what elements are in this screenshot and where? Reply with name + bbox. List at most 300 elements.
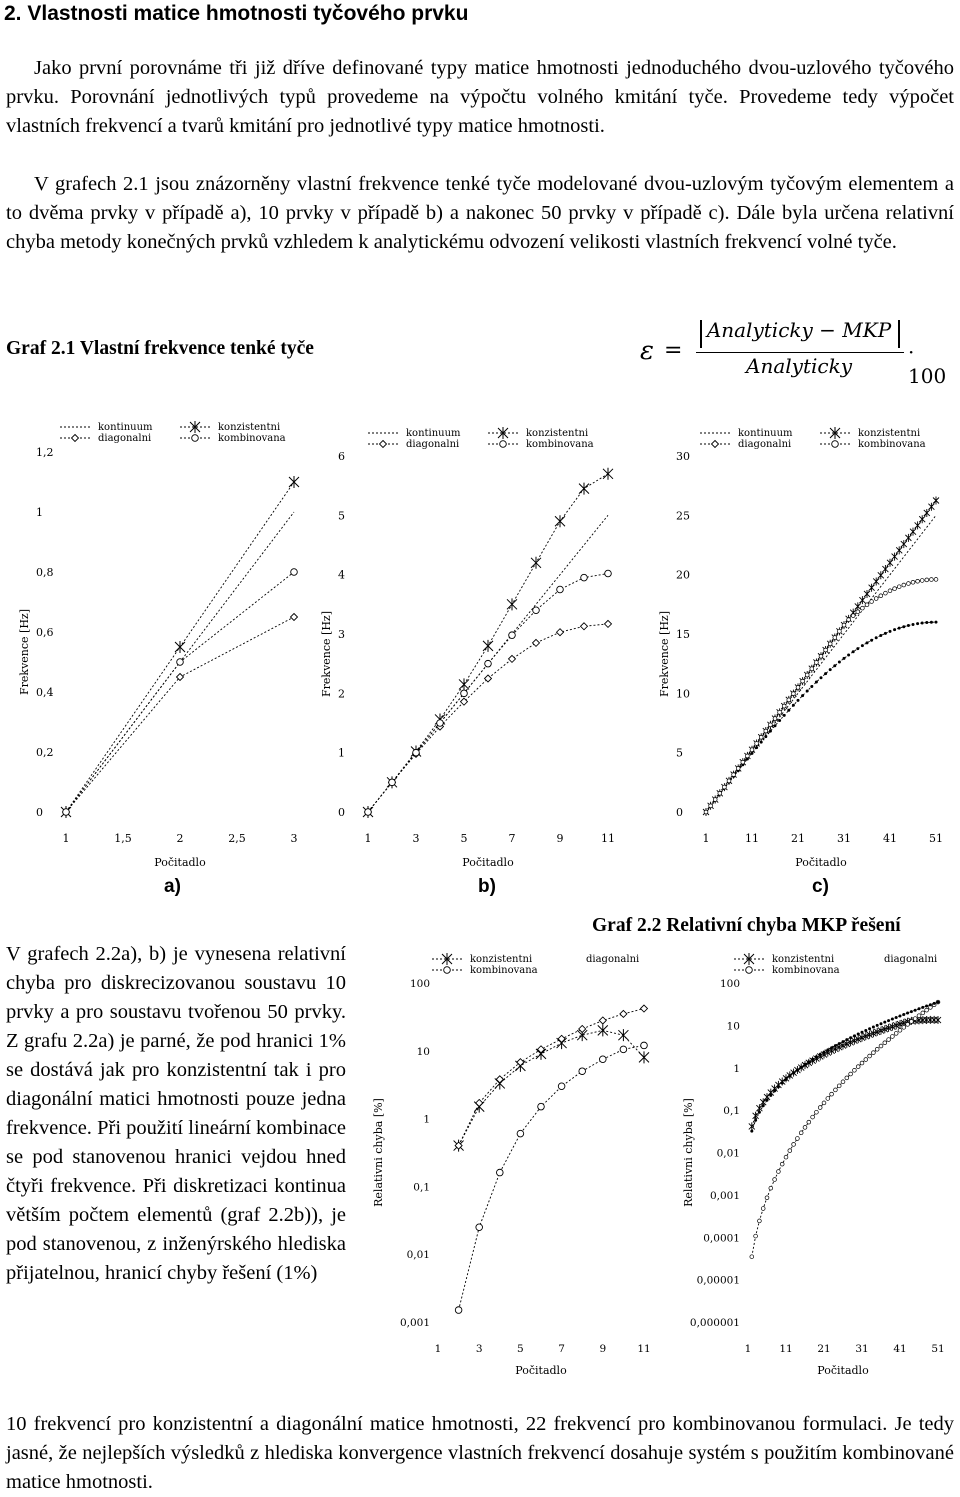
marker-star bbox=[933, 496, 939, 504]
marker-dot bbox=[834, 1044, 837, 1047]
marker-circle bbox=[769, 723, 773, 727]
xtick-label: 5 bbox=[460, 832, 468, 845]
ytick-label: 5 bbox=[338, 509, 345, 523]
marker-dot bbox=[925, 1005, 928, 1008]
marker-dot bbox=[918, 1007, 921, 1010]
marker-circle bbox=[856, 610, 860, 614]
marker-circle bbox=[792, 1143, 796, 1147]
legend-label-kombinovana: kombinovana bbox=[470, 965, 538, 976]
marker-circle bbox=[853, 1068, 857, 1072]
marker-circle bbox=[870, 600, 874, 604]
side-paragraph-text: V grafech 2.2a), b) je vynesena relativní chyba pro diskrecizovanou soustavu 10 prvky a pro soustavu tvořenou 50 prvky. Z grafu 2.2a) je parné, že pod hranici 1% se dostává jak pro konzistentní tak i pro diagonální matici hmotnosti pouze jedna frekvence. Při použití lineární kombinace se pod stanovenou hranici vejdou hned čtyři frekvence. Při diskretizaci kontinua větším počtem elementů (graf 2.2b)), je pod stanovenou, z inženýrského hlediska přijatelnou, hranicí chyby řešení (1%) bbox=[6, 943, 346, 1284]
marker-diamond bbox=[476, 1099, 483, 1106]
marker-dot bbox=[887, 1019, 890, 1022]
marker-circle bbox=[736, 766, 740, 770]
xtick-label: 1 bbox=[702, 832, 710, 845]
marker-star bbox=[442, 953, 452, 965]
xtick-label: 5 bbox=[517, 1343, 524, 1355]
legend-label-diagonalni: diagonalni bbox=[738, 439, 792, 450]
marker-dot bbox=[838, 660, 841, 663]
ytick-label: 0,000001 bbox=[689, 1317, 740, 1329]
marker-diamond bbox=[557, 629, 564, 636]
marker-dot bbox=[766, 1099, 769, 1102]
marker-circle bbox=[746, 967, 753, 974]
legend-label-diagonalni: diagonalni bbox=[406, 439, 460, 450]
marker-circle bbox=[557, 586, 564, 593]
marker-circle bbox=[718, 791, 722, 795]
marker-star bbox=[579, 483, 589, 495]
legend-label-konzistentni: konzistentni bbox=[526, 428, 589, 439]
marker-circle bbox=[605, 570, 612, 577]
marker-dot bbox=[843, 657, 846, 660]
xtick-label: 41 bbox=[893, 1343, 907, 1355]
marker-circle bbox=[796, 685, 800, 689]
marker-dot bbox=[925, 621, 928, 624]
series-diagonalni bbox=[705, 621, 938, 814]
legend-label-konzistentni: konzistentni bbox=[858, 428, 921, 439]
legend-label-kombinovana: kombinovana bbox=[526, 439, 594, 450]
marker-star bbox=[289, 476, 299, 488]
series-line-konzistentni bbox=[752, 1020, 938, 1127]
legend-label-kontinuum: kontinuum bbox=[98, 422, 153, 433]
ytick-label: 2 bbox=[338, 687, 345, 701]
graph2-title: Graf 2.2 Relativní chyba MKP řešení bbox=[592, 915, 901, 936]
ytick-label: 100 bbox=[719, 978, 740, 990]
marker-circle bbox=[851, 614, 855, 618]
marker-circle bbox=[860, 1061, 864, 1065]
marker-dot bbox=[796, 1069, 799, 1072]
marker-circle bbox=[799, 1131, 803, 1135]
legend-label-kombinovana: kombinovana bbox=[858, 439, 926, 450]
marker-circle bbox=[784, 1155, 788, 1159]
marker-circle bbox=[818, 1106, 822, 1110]
xtick-label: 21 bbox=[791, 832, 805, 845]
ytick-label: 30 bbox=[676, 450, 690, 463]
marker-circle bbox=[437, 720, 444, 727]
series-konzistentni bbox=[363, 468, 613, 818]
marker-dot bbox=[907, 624, 910, 627]
legend-label-diagonalni: diagonalni bbox=[98, 433, 152, 444]
marker-circle bbox=[704, 810, 708, 814]
ytick-label: 1 bbox=[423, 1113, 430, 1126]
marker-star bbox=[459, 678, 469, 690]
marker-circle bbox=[916, 579, 920, 583]
xtick-label: 11 bbox=[601, 832, 615, 845]
marker-circle bbox=[533, 607, 540, 614]
marker-dot bbox=[824, 672, 827, 675]
ytick-label: 1,2 bbox=[36, 446, 54, 459]
marker-circle bbox=[842, 623, 846, 627]
xtick-label: 11 bbox=[779, 1343, 793, 1355]
marker-dot bbox=[797, 699, 800, 702]
marker-dot bbox=[810, 685, 813, 688]
marker-circle bbox=[883, 1041, 887, 1045]
ytick-label: 100 bbox=[409, 978, 430, 990]
marker-circle bbox=[500, 441, 507, 448]
marker-circle bbox=[907, 582, 911, 586]
marker-circle bbox=[934, 578, 938, 582]
marker-circle bbox=[389, 779, 396, 786]
marker-dot bbox=[868, 1027, 871, 1030]
intro-paragraph-2-text: V grafech 2.1 jsou znázorněny vlastní frekvence tenké tyče modelované dvou-uzlovým tyčovým elementem a to dvěma prvky v případě a), 10 prvky v případě b) a nakonec 50 prvky v případě c). Dále byla určena relativní chyba metody konečných prvků vzhledem k analytickému odvození velikosti vlastních frekvencí volné tyče. bbox=[6, 173, 954, 253]
marker-circle bbox=[925, 578, 929, 582]
marker-dot bbox=[861, 1031, 864, 1034]
marker-dot bbox=[930, 621, 933, 624]
xtick-label: 7 bbox=[558, 1343, 565, 1355]
marker-dot bbox=[933, 1002, 936, 1005]
marker-star bbox=[190, 421, 200, 433]
marker-circle bbox=[887, 1038, 891, 1042]
marker-dot bbox=[826, 1048, 829, 1051]
xtick-label: 9 bbox=[556, 832, 564, 845]
marker-dot bbox=[811, 1058, 814, 1061]
marker-diamond bbox=[605, 620, 612, 627]
marker-dot bbox=[937, 1001, 940, 1004]
marker-circle bbox=[764, 729, 768, 733]
marker-circle bbox=[891, 1035, 895, 1039]
marker-circle bbox=[792, 692, 796, 696]
marker-circle bbox=[826, 1097, 830, 1101]
marker-dot bbox=[806, 689, 809, 692]
marker-circle bbox=[600, 1056, 607, 1063]
marker-dot bbox=[830, 1046, 833, 1049]
graph1-title: Graf 2.1 Vlastní frekvence tenké tyče bbox=[6, 338, 314, 359]
marker-circle bbox=[832, 441, 839, 448]
marker-circle bbox=[558, 1083, 565, 1090]
marker-diamond bbox=[579, 1025, 586, 1032]
ytick-label: 5 bbox=[676, 746, 683, 760]
xaxis-label: Počitadlo bbox=[817, 1364, 869, 1377]
formula-factor: · 100 bbox=[908, 340, 947, 388]
xtick-label: 2,5 bbox=[228, 832, 246, 845]
marker-dot bbox=[857, 1033, 860, 1036]
ytick-label: 4 bbox=[338, 568, 345, 582]
marker-dot bbox=[838, 1042, 841, 1045]
xtick-label: 3 bbox=[412, 832, 420, 845]
marker-circle bbox=[755, 742, 759, 746]
marker-circle bbox=[913, 1017, 917, 1021]
marker-circle bbox=[538, 1103, 545, 1110]
bottom-paragraph: 10 frekvencí pro konzistentní a diagonální matice hmotnosti, 22 frekvencí pro kombinovanou formulaci. Je tedy jasné, že nejlepších výsledků z hlediska konvergence vlastních frekvencí dosahuje systém s použitím kombinované matice hmotnosti. bbox=[6, 1413, 954, 1493]
ytick-label: 20 bbox=[676, 568, 690, 582]
series-line-diagonalni bbox=[459, 1009, 644, 1146]
legend-label-konzistentni: konzistentni bbox=[470, 954, 533, 965]
marker-dot bbox=[884, 632, 887, 635]
marker-dot bbox=[781, 1082, 784, 1085]
marker-diamond bbox=[620, 1010, 627, 1017]
marker-dot bbox=[906, 1012, 909, 1015]
ytick-label: 0,6 bbox=[36, 626, 54, 639]
xtick-label: 11 bbox=[637, 1343, 651, 1355]
marker-circle bbox=[754, 1234, 758, 1238]
ytick-label: 10 bbox=[416, 1045, 430, 1058]
yaxis-label: Frekvence [Hz] bbox=[18, 608, 31, 696]
marker-dot bbox=[804, 1063, 807, 1066]
marker-circle bbox=[819, 654, 823, 658]
series-line-kombinovana bbox=[706, 579, 936, 812]
marker-dot bbox=[762, 1104, 765, 1107]
ytick-label: 0,001 bbox=[399, 1317, 430, 1329]
marker-circle bbox=[902, 1025, 906, 1029]
marker-circle bbox=[803, 1125, 807, 1129]
ytick-label: 0,1 bbox=[413, 1181, 430, 1194]
marker-circle bbox=[778, 710, 782, 714]
marker-circle bbox=[830, 1092, 834, 1096]
ytick-label: 3 bbox=[338, 628, 345, 641]
marker-dot bbox=[856, 647, 859, 650]
marker-circle bbox=[861, 606, 865, 610]
marker-dot bbox=[815, 681, 818, 684]
marker-dot bbox=[861, 644, 864, 647]
marker-dot bbox=[845, 1038, 848, 1041]
marker-circle bbox=[815, 661, 819, 665]
series-konzistentni bbox=[454, 1024, 649, 1151]
marker-dot bbox=[833, 664, 836, 667]
marker-circle bbox=[834, 1088, 838, 1092]
legend-label-diagonalni: diagonalni bbox=[586, 954, 640, 965]
marker-circle bbox=[750, 748, 754, 752]
marker-circle bbox=[750, 1255, 754, 1259]
marker-circle bbox=[765, 1196, 769, 1200]
ytick-label: 0,8 bbox=[36, 566, 54, 579]
marker-circle bbox=[746, 754, 750, 758]
marker-dot bbox=[853, 1034, 856, 1037]
marker-dot bbox=[902, 625, 905, 628]
ytick-label: 1 bbox=[733, 1062, 740, 1075]
series-konzistentni bbox=[749, 1016, 941, 1130]
marker-dot bbox=[778, 719, 781, 722]
marker-dot bbox=[754, 1119, 757, 1122]
ytick-label: 6 bbox=[338, 450, 345, 463]
marker-circle bbox=[879, 1044, 883, 1048]
marker-circle bbox=[741, 760, 745, 764]
marker-circle bbox=[849, 1072, 853, 1076]
marker-star bbox=[931, 1016, 937, 1024]
marker-circle bbox=[828, 642, 832, 646]
ytick-label: 1 bbox=[338, 746, 345, 760]
series-line-diagonalni bbox=[706, 622, 936, 812]
marker-circle bbox=[788, 1149, 792, 1153]
marker-circle bbox=[888, 589, 892, 593]
marker-dot bbox=[870, 639, 873, 642]
ytick-label: 0 bbox=[338, 806, 345, 819]
marker-dot bbox=[760, 741, 763, 744]
yaxis-label: Relativni chyba [%] bbox=[682, 1098, 695, 1207]
marker-circle bbox=[796, 1137, 800, 1141]
legend-label-konzistentni: konzistentni bbox=[218, 422, 281, 433]
marker-circle bbox=[413, 749, 420, 756]
marker-dot bbox=[914, 1009, 917, 1012]
section-heading: 2. Vlastnosti matice hmotnosti tyčového prvku bbox=[4, 2, 469, 25]
marker-star bbox=[531, 557, 541, 569]
series-line-konzistentni bbox=[459, 1030, 644, 1145]
marker-star bbox=[744, 953, 754, 965]
marker-dot bbox=[876, 1024, 879, 1027]
marker-star bbox=[598, 1024, 608, 1036]
marker-star bbox=[603, 468, 613, 480]
marker-dot bbox=[807, 1060, 810, 1063]
marker-circle bbox=[63, 809, 70, 816]
marker-dot bbox=[891, 1018, 894, 1021]
marker-circle bbox=[810, 667, 814, 671]
marker-circle bbox=[769, 1186, 773, 1190]
marker-circle bbox=[709, 804, 713, 808]
marker-dot bbox=[864, 1029, 867, 1032]
marker-dot bbox=[929, 1003, 932, 1006]
yaxis-label: Relativni chyba [%] bbox=[372, 1098, 385, 1207]
marker-star bbox=[928, 503, 934, 511]
marker-circle bbox=[291, 569, 298, 576]
marker-circle bbox=[910, 1020, 914, 1024]
marker-circle bbox=[917, 1014, 921, 1018]
marker-circle bbox=[815, 1110, 819, 1114]
series-line-kombinovana bbox=[368, 574, 608, 813]
marker-circle bbox=[902, 583, 906, 587]
xtick-label: 21 bbox=[817, 1343, 831, 1355]
marker-dot bbox=[820, 676, 823, 679]
formula-numerator: Analyticky − MKP bbox=[706, 318, 892, 342]
marker-dot bbox=[819, 1053, 822, 1056]
marker-diamond bbox=[599, 1017, 606, 1024]
xaxis-label: Počitadlo bbox=[515, 1364, 567, 1377]
ytick-label: 10 bbox=[726, 1020, 740, 1033]
marker-circle bbox=[875, 1047, 879, 1051]
marker-circle bbox=[925, 1008, 929, 1012]
series-line-diagonalni bbox=[368, 624, 608, 812]
marker-circle bbox=[868, 1054, 872, 1058]
ytick-label: 0,1 bbox=[723, 1105, 740, 1118]
marker-circle bbox=[579, 1068, 586, 1075]
ytick-label: 1 bbox=[36, 506, 43, 519]
marker-circle bbox=[898, 1028, 902, 1032]
marker-circle bbox=[641, 1042, 648, 1049]
intro-paragraph-1-text: Jako první porovnáme tři již dříve definované typy matice hmotnosti jednoduchého dvou-uzlového tyčového prvku. Porovnání jednotlivých typů provedeme na výpočtu volného kmitání tyče. Provedeme tedy výpočet vlastních frekvencí a tvarů kmitání pro jednotlivé typy matice hmotnosti. bbox=[6, 57, 954, 137]
marker-circle bbox=[497, 1169, 504, 1176]
marker-diamond bbox=[509, 655, 516, 662]
xaxis-label: Počitadlo bbox=[462, 856, 514, 869]
marker-circle bbox=[822, 1101, 826, 1105]
marker-dot bbox=[847, 653, 850, 656]
marker-dot bbox=[764, 735, 767, 738]
marker-dot bbox=[777, 1085, 780, 1088]
marker-star bbox=[507, 598, 517, 610]
marker-circle bbox=[782, 704, 786, 708]
marker-circle bbox=[920, 579, 924, 583]
formula-denominator: Analyticky bbox=[746, 354, 852, 378]
marker-star bbox=[639, 1051, 649, 1063]
marker-circle bbox=[906, 1022, 910, 1026]
marker-circle bbox=[727, 779, 731, 783]
ytick-label: 0,01 bbox=[406, 1249, 430, 1262]
ytick-label: 0 bbox=[36, 806, 43, 819]
marker-circle bbox=[921, 1011, 925, 1015]
marker-circle bbox=[894, 1031, 898, 1035]
marker-dot bbox=[879, 634, 882, 637]
marker-dot bbox=[849, 1036, 852, 1039]
legend-label-kontinuum: kontinuum bbox=[738, 428, 793, 439]
marker-dot bbox=[750, 1130, 753, 1133]
marker-circle bbox=[787, 698, 791, 702]
marker-dot bbox=[889, 630, 892, 633]
xtick-label: 31 bbox=[855, 1343, 869, 1355]
legend-label-diagonalni: diagonalni bbox=[884, 954, 938, 965]
marker-dot bbox=[774, 724, 777, 727]
marker-circle bbox=[856, 1065, 860, 1069]
marker-circle bbox=[476, 1224, 483, 1231]
ytick-label: 0,001 bbox=[709, 1189, 740, 1202]
marker-dot bbox=[921, 1006, 924, 1009]
xtick-label: 3 bbox=[475, 1343, 483, 1355]
marker-dot bbox=[769, 1094, 772, 1097]
series-line-kombinovana bbox=[459, 1045, 644, 1310]
marker-dot bbox=[823, 1051, 826, 1054]
marker-dot bbox=[916, 622, 919, 625]
series-konzistentni bbox=[61, 476, 299, 818]
series-kombinovana bbox=[750, 1000, 940, 1258]
formula-epsilon: ε bbox=[640, 336, 654, 366]
marker-diamond bbox=[533, 639, 540, 646]
xtick-label: 9 bbox=[599, 1343, 607, 1355]
marker-circle bbox=[872, 1051, 876, 1055]
marker-circle bbox=[461, 690, 468, 697]
marker-star bbox=[859, 596, 865, 604]
marker-star bbox=[618, 1029, 628, 1041]
marker-circle bbox=[838, 629, 842, 633]
marker-star bbox=[175, 641, 185, 653]
marker-diamond bbox=[712, 441, 719, 448]
series-kombinovana bbox=[365, 570, 612, 815]
marker-dot bbox=[852, 650, 855, 653]
formula-equals: = bbox=[664, 338, 683, 363]
marker-circle bbox=[455, 1307, 462, 1314]
marker-dot bbox=[895, 1016, 898, 1019]
marker-dot bbox=[893, 628, 896, 631]
marker-circle bbox=[811, 1115, 815, 1119]
marker-dot bbox=[783, 714, 786, 717]
marker-circle bbox=[713, 798, 717, 802]
series-kombinovana bbox=[63, 569, 298, 816]
marker-star bbox=[927, 1016, 933, 1024]
marker-circle bbox=[758, 1219, 762, 1223]
marker-circle bbox=[777, 1170, 781, 1174]
marker-diamond bbox=[641, 1005, 648, 1012]
legend-label-kontinuum: kontinuum bbox=[406, 428, 461, 439]
marker-circle bbox=[897, 585, 901, 589]
marker-dot bbox=[912, 623, 915, 626]
marker-dot bbox=[751, 752, 754, 755]
marker-circle bbox=[780, 1162, 784, 1166]
marker-dot bbox=[758, 1111, 761, 1114]
marker-star bbox=[498, 427, 508, 439]
marker-circle bbox=[444, 967, 451, 974]
xtick-label: 51 bbox=[931, 1343, 945, 1355]
xtick-label: 41 bbox=[883, 832, 897, 845]
ytick-label: 10 bbox=[676, 687, 690, 701]
xaxis-label: Počitadlo bbox=[795, 856, 847, 869]
series-diagonalni bbox=[455, 1005, 647, 1149]
marker-circle bbox=[801, 679, 805, 683]
legend-label-kombinovana: kombinovana bbox=[218, 433, 286, 444]
marker-circle bbox=[911, 580, 915, 584]
series-kombinovana bbox=[455, 1042, 647, 1313]
marker-diamond bbox=[496, 1076, 503, 1083]
marker-circle bbox=[761, 1207, 765, 1211]
marker-dot bbox=[787, 709, 790, 712]
ytick-label: 15 bbox=[676, 628, 690, 641]
xaxis-label: Počitadlo bbox=[154, 856, 206, 869]
marker-dot bbox=[769, 730, 772, 733]
series-kombinovana bbox=[704, 578, 938, 814]
